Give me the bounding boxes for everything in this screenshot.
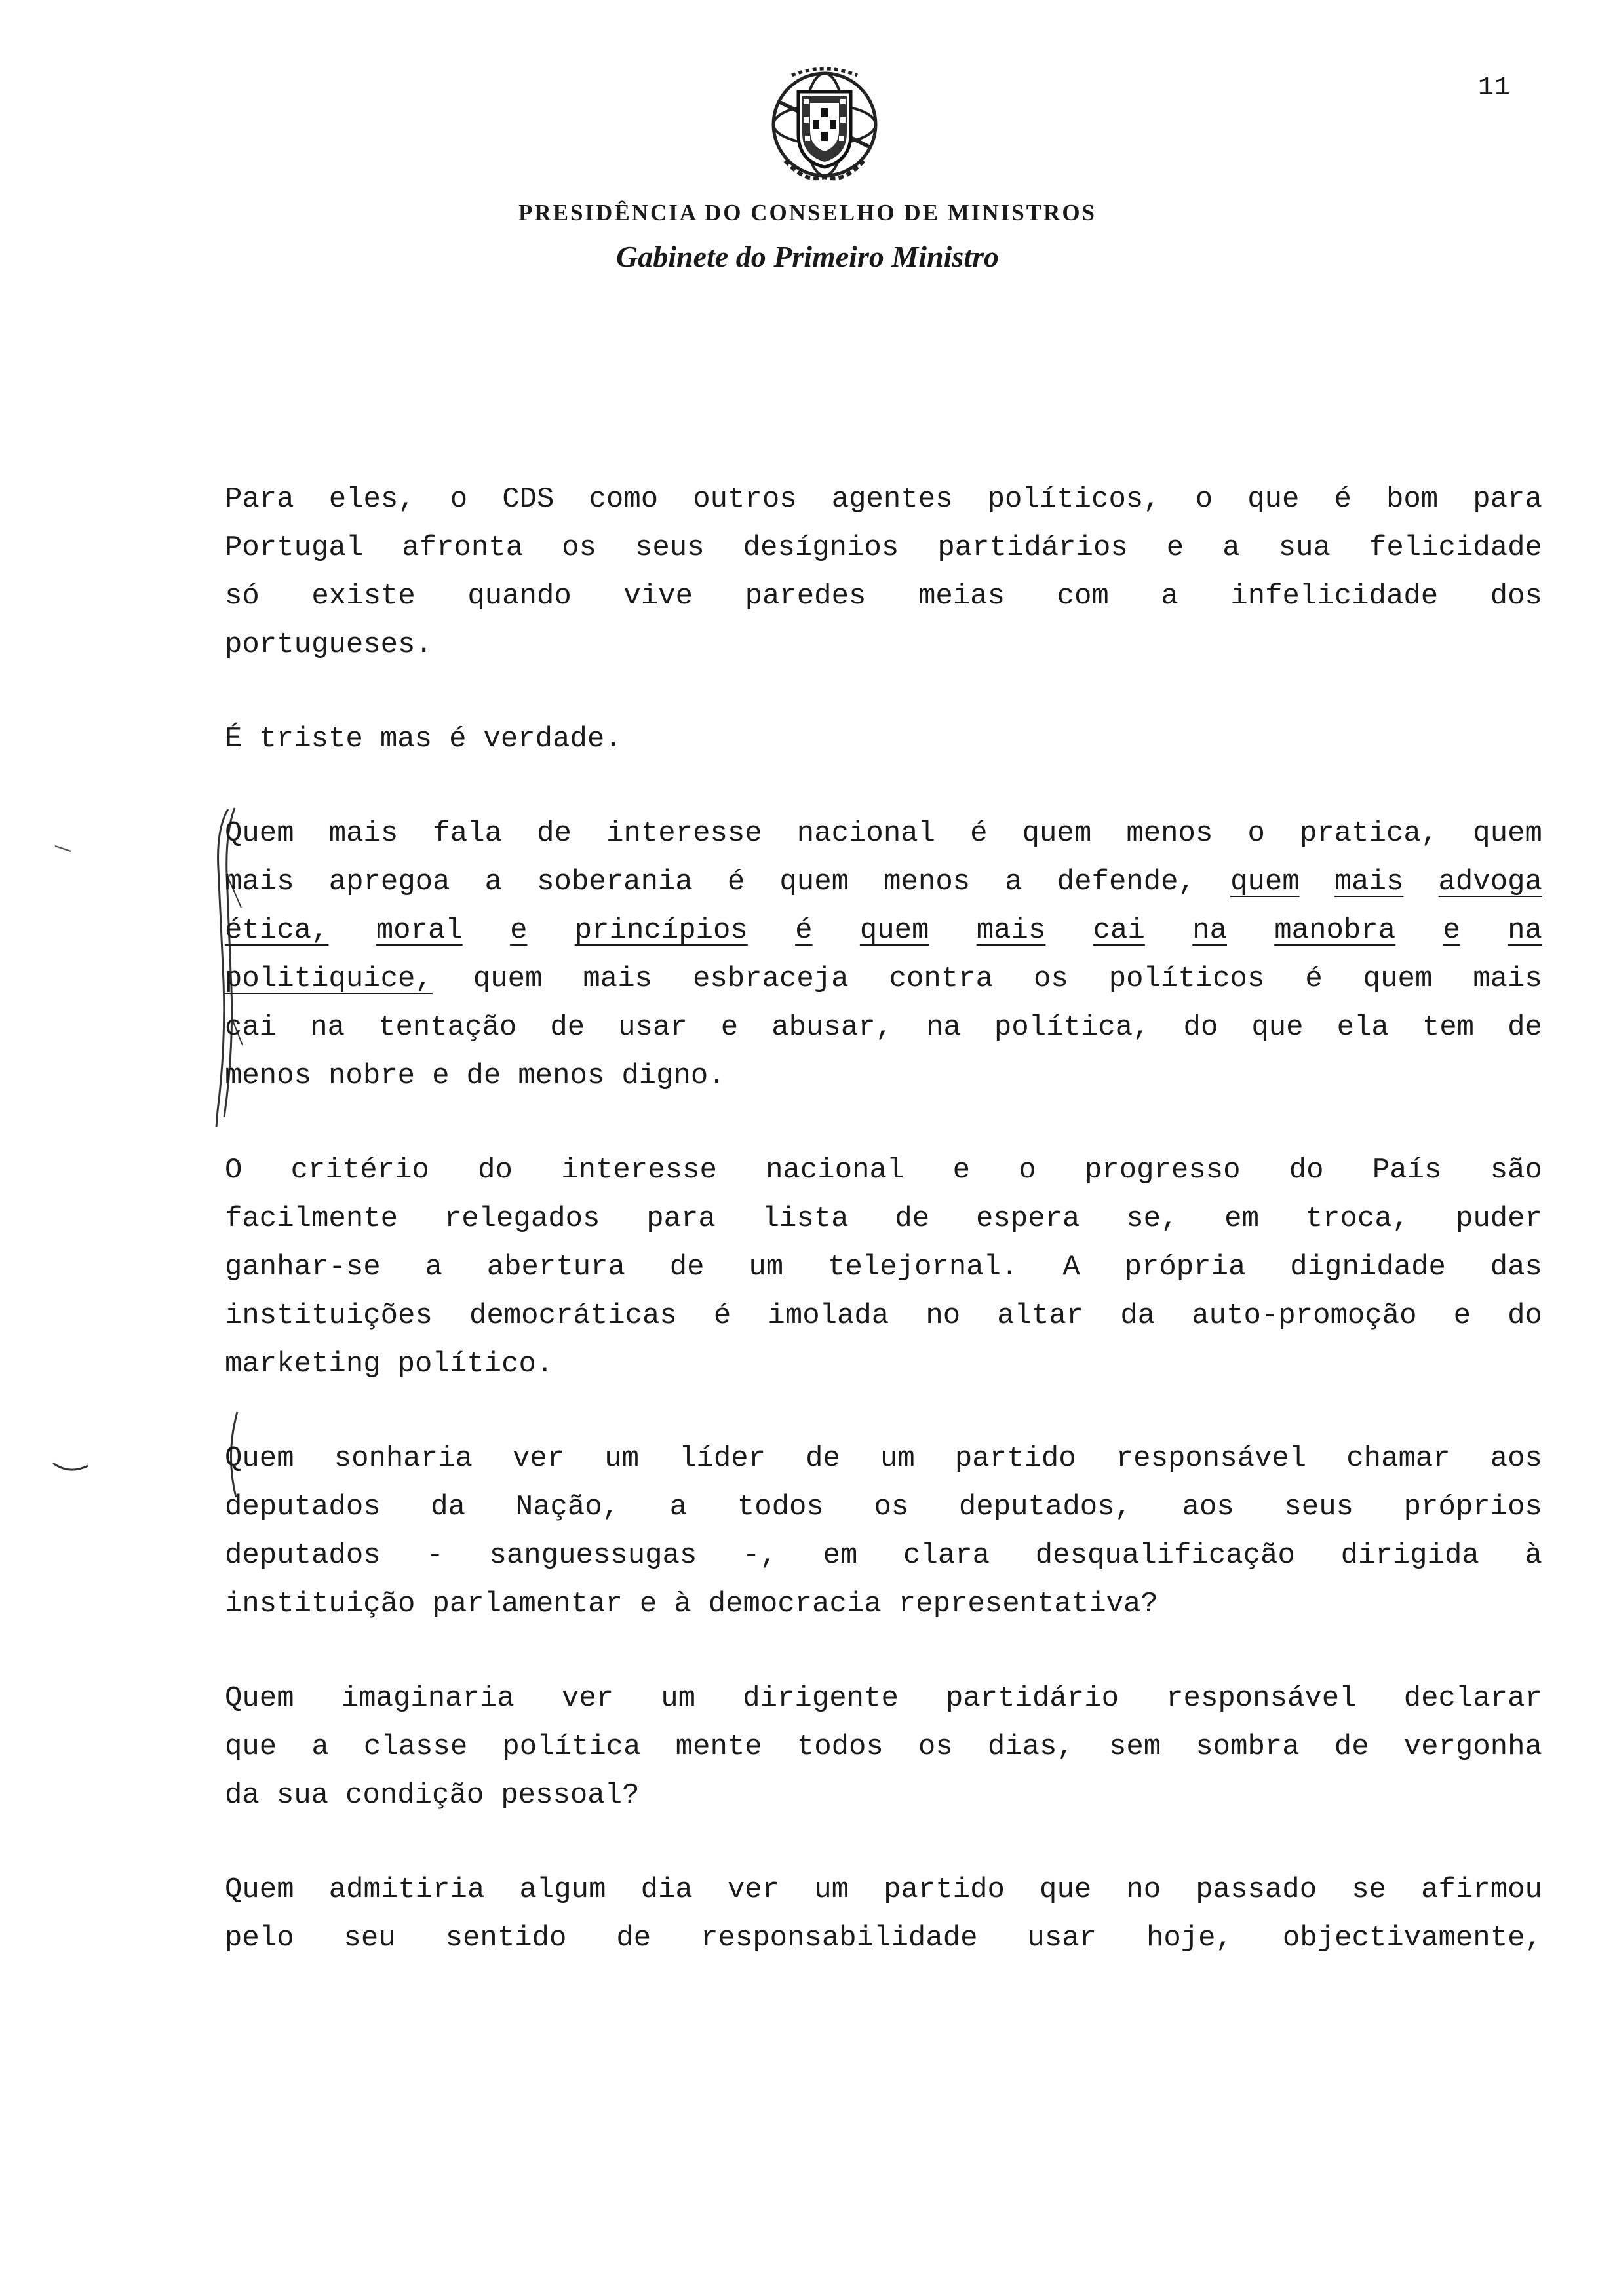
text-line	[225, 1866, 1542, 1914]
text-line	[225, 1771, 1542, 1820]
word: parlamentar	[432, 1588, 623, 1620]
word: representativa?	[898, 1588, 1158, 1620]
word: partido	[954, 1442, 1076, 1475]
word: que	[1040, 1873, 1092, 1906]
word: Quem	[225, 1873, 294, 1906]
word: só	[225, 580, 260, 613]
word: chamar	[1346, 1442, 1450, 1475]
word: tem	[1422, 1011, 1475, 1044]
word: e	[432, 1060, 450, 1092]
word: desígnios	[743, 531, 899, 564]
word: a	[1222, 531, 1240, 564]
word: seu	[343, 1922, 396, 1955]
word: e	[720, 1011, 739, 1044]
word: triste	[259, 723, 363, 756]
word: defende,	[1057, 866, 1196, 898]
word: um	[604, 1442, 640, 1475]
word: quem	[779, 866, 849, 898]
word: algum	[519, 1873, 606, 1906]
word: e	[639, 1588, 657, 1620]
word: de	[1508, 1011, 1542, 1044]
word: usar	[618, 1011, 688, 1044]
word: dos	[1490, 580, 1542, 613]
word: políticos	[1108, 963, 1265, 995]
word: eles,	[328, 483, 416, 516]
word: quem	[859, 914, 929, 947]
word: condição	[345, 1779, 484, 1812]
word: imolada	[768, 1299, 889, 1332]
word: auto-promoção	[1192, 1299, 1417, 1332]
word: digno.	[621, 1060, 726, 1092]
word: troca,	[1305, 1202, 1410, 1235]
word: quem	[1230, 866, 1300, 898]
word: pessoal?	[501, 1779, 640, 1812]
word: contra	[889, 963, 993, 995]
word: -	[426, 1539, 444, 1572]
word: pelo	[225, 1922, 294, 1955]
word: de	[669, 1251, 705, 1284]
word: clara	[903, 1539, 990, 1572]
text-line	[225, 1003, 1542, 1052]
word: hoje,	[1146, 1922, 1233, 1955]
word: declarar	[1403, 1682, 1542, 1715]
word: democracia	[708, 1588, 882, 1620]
word: de	[616, 1922, 652, 1955]
word: da	[431, 1491, 466, 1523]
word: quando	[467, 580, 572, 613]
word: outros	[693, 483, 797, 516]
word: classe	[363, 1731, 468, 1763]
word: altar	[997, 1299, 1084, 1332]
word: um	[661, 1682, 696, 1715]
word: a	[1161, 580, 1178, 613]
word: que	[1251, 1011, 1304, 1044]
word: desqualificação	[1035, 1539, 1295, 1572]
word: a	[669, 1491, 688, 1523]
text-line	[225, 621, 1542, 669]
word: um	[814, 1873, 849, 1906]
margin-tick-mark	[52, 842, 79, 855]
word: os	[918, 1731, 953, 1763]
word: manobra	[1274, 914, 1396, 947]
word: responsável	[1166, 1682, 1357, 1715]
word: sua	[1278, 531, 1331, 564]
word: que	[1247, 483, 1300, 516]
word: aos	[1490, 1442, 1542, 1475]
word: critério	[290, 1154, 429, 1187]
word: a	[484, 866, 503, 898]
word: na	[926, 1011, 961, 1044]
word: puder	[1455, 1202, 1542, 1235]
word: ver	[512, 1442, 565, 1475]
word: vive	[623, 580, 693, 613]
word: princípios	[574, 914, 748, 947]
word: à	[674, 1588, 691, 1620]
word: na	[310, 1011, 345, 1044]
word: instituições	[225, 1299, 433, 1332]
word: advoga	[1438, 866, 1542, 898]
word: o	[1195, 483, 1213, 516]
paragraph	[225, 715, 1542, 763]
word: política,	[994, 1011, 1150, 1044]
word: políticos,	[987, 483, 1161, 516]
word: agentes	[831, 483, 953, 516]
word: dia	[640, 1873, 693, 1906]
word: menos	[518, 1060, 605, 1092]
word: País	[1372, 1154, 1442, 1187]
word: pratica,	[1299, 817, 1439, 850]
text-line	[225, 1531, 1542, 1580]
word: é	[727, 866, 745, 898]
word: Quem	[225, 1442, 294, 1475]
word: menos	[225, 1060, 312, 1092]
word: paredes	[745, 580, 866, 613]
word: responsabilidade	[701, 1922, 978, 1955]
word: ela	[1336, 1011, 1389, 1044]
word: esbraceja	[692, 963, 849, 995]
paragraph	[225, 1674, 1542, 1820]
word: de	[466, 1060, 501, 1092]
word: do	[1183, 1011, 1218, 1044]
word: cai	[225, 1011, 277, 1044]
text-line	[225, 572, 1542, 621]
word: Portugal	[225, 531, 364, 564]
text-line	[225, 1674, 1542, 1723]
margin-curve-mark	[51, 1458, 90, 1478]
word: infelicidade	[1230, 580, 1439, 613]
word: de	[550, 1011, 585, 1044]
word: sua	[276, 1779, 329, 1812]
word: um	[749, 1251, 784, 1284]
word: todos	[796, 1731, 884, 1763]
word: afronta	[402, 531, 524, 564]
word: sombra	[1196, 1731, 1300, 1763]
word: progresso	[1084, 1154, 1241, 1187]
organization-name: PRESIDÊNCIA DO CONSELHO DE MINISTROS	[518, 200, 1097, 225]
word: mais	[1473, 963, 1542, 995]
word: partido	[884, 1873, 1005, 1906]
word: mais	[225, 866, 294, 898]
word: abusar,	[771, 1011, 893, 1044]
page-number: 11	[1478, 73, 1511, 103]
word: seus	[634, 531, 705, 564]
word: nobre	[328, 1060, 416, 1092]
word: É	[225, 723, 243, 756]
document-body	[225, 475, 1542, 2008]
word: mais	[1334, 866, 1404, 898]
word: de	[537, 817, 572, 850]
word: soberania	[537, 866, 693, 898]
word: nacional	[766, 1154, 905, 1187]
word: da	[1120, 1299, 1156, 1332]
word: é	[1334, 483, 1352, 516]
word: Para	[225, 483, 294, 516]
word: político.	[397, 1348, 554, 1381]
word: fala	[433, 817, 503, 850]
paragraph	[225, 475, 1542, 669]
word: do	[1289, 1154, 1324, 1187]
word: a	[311, 1731, 329, 1763]
word: apregoa	[328, 866, 450, 898]
word: mais	[976, 914, 1046, 947]
word: o	[450, 483, 468, 516]
text-line	[225, 955, 1542, 1003]
word: ver	[561, 1682, 614, 1715]
text-line	[225, 1580, 1542, 1628]
word: em	[823, 1539, 858, 1572]
word: é	[795, 914, 813, 947]
word: objectivamente,	[1282, 1922, 1542, 1955]
word: ver	[727, 1873, 780, 1906]
word: imaginaria	[341, 1682, 515, 1715]
word: tentação	[378, 1011, 517, 1044]
word: todos	[737, 1491, 824, 1523]
word: telejornal.	[828, 1251, 1019, 1284]
word: menos	[1126, 817, 1213, 850]
word: mais	[583, 963, 653, 995]
word: moral	[376, 914, 463, 947]
word: Quem	[225, 817, 294, 850]
word: na	[1192, 914, 1227, 947]
word: abertura	[486, 1251, 625, 1284]
word: sonharia	[334, 1442, 473, 1475]
word: sentido	[445, 1922, 567, 1955]
paragraph	[225, 1146, 1542, 1388]
office-name: Gabinete do Primeiro Ministro	[616, 240, 999, 273]
portuguese-coat-of-arms-icon	[766, 62, 884, 187]
word: menos	[884, 866, 971, 898]
word: O	[225, 1154, 243, 1187]
word: instituição	[225, 1588, 416, 1620]
text-line	[225, 1340, 1542, 1388]
word: ética,	[225, 914, 329, 947]
word: que	[225, 1731, 277, 1763]
text-line	[225, 809, 1542, 858]
word: cai	[1093, 914, 1145, 947]
word: próprios	[1403, 1491, 1542, 1523]
word: líder	[679, 1442, 766, 1475]
word: politiquice,	[225, 963, 433, 995]
word: como	[589, 483, 659, 516]
word: quem	[473, 963, 543, 995]
word: dirigente	[743, 1682, 899, 1715]
paragraph	[225, 1434, 1542, 1628]
word: dirigida	[1340, 1539, 1479, 1572]
word: portugueses.	[225, 628, 433, 661]
word: é	[1305, 963, 1323, 995]
word: os	[562, 531, 596, 564]
word: responsável	[1116, 1442, 1307, 1475]
word: e	[952, 1154, 970, 1187]
word: interesse	[561, 1154, 717, 1187]
word: própria	[1124, 1251, 1246, 1284]
word: interesse	[606, 817, 762, 850]
word: afirmou	[1421, 1873, 1542, 1906]
word: e	[1166, 531, 1184, 564]
paragraph	[225, 1866, 1542, 1962]
text-line	[225, 1292, 1542, 1340]
word: o	[1247, 817, 1265, 850]
word: lista	[762, 1202, 849, 1235]
word: admitiria	[328, 1873, 485, 1906]
word: é	[713, 1299, 731, 1332]
word: para	[1473, 483, 1542, 516]
word: quem	[1473, 817, 1542, 850]
word: Quem	[225, 1682, 294, 1715]
word: e	[510, 914, 528, 947]
paragraph	[225, 809, 1542, 1100]
word: à	[1525, 1539, 1542, 1572]
text-line	[225, 475, 1542, 524]
word: felicidade	[1369, 531, 1542, 564]
word: deputados	[225, 1539, 381, 1572]
word: Nação,	[515, 1491, 620, 1523]
word: no	[925, 1299, 961, 1332]
word: os	[1033, 963, 1068, 995]
text-line	[225, 1723, 1542, 1771]
word: é	[970, 817, 988, 850]
text-line	[225, 1052, 1542, 1100]
word: democráticas	[469, 1299, 677, 1332]
word: ganhar-se	[225, 1251, 381, 1284]
word: bom	[1386, 483, 1439, 516]
word: CDS	[502, 483, 555, 516]
word: de	[1334, 1731, 1369, 1763]
word: sanguessugas	[489, 1539, 697, 1572]
word: deputados,	[958, 1491, 1132, 1523]
word: quem	[1363, 963, 1433, 995]
word: dias,	[987, 1731, 1074, 1763]
word: um	[880, 1442, 915, 1475]
word: relegados	[444, 1202, 600, 1235]
word: se,	[1126, 1202, 1178, 1235]
word: a	[1005, 866, 1022, 898]
word: e	[1453, 1299, 1471, 1332]
text-line	[225, 858, 1542, 906]
word: da	[225, 1779, 260, 1812]
text-line	[225, 715, 1542, 763]
word: marketing	[225, 1348, 381, 1381]
word: do	[1508, 1299, 1542, 1332]
word: na	[1508, 914, 1542, 947]
word: seus	[1284, 1491, 1354, 1523]
text-line	[225, 1146, 1542, 1195]
word: com	[1057, 580, 1109, 613]
word: política	[502, 1731, 641, 1763]
word: é	[449, 723, 467, 756]
word: dignidade	[1290, 1251, 1446, 1284]
word: mente	[675, 1731, 762, 1763]
word: verdade.	[483, 723, 622, 756]
word: espera	[975, 1202, 1080, 1235]
word: partidário	[945, 1682, 1119, 1715]
text-line	[225, 1434, 1542, 1483]
word: de	[806, 1442, 840, 1475]
word: os	[874, 1491, 909, 1523]
word: passado	[1196, 1873, 1317, 1906]
word: mais	[328, 817, 399, 850]
word: o	[1019, 1154, 1036, 1187]
word: mas	[379, 723, 433, 756]
word: sem	[1108, 1731, 1161, 1763]
word: em	[1224, 1202, 1259, 1235]
word: das	[1490, 1251, 1542, 1284]
text-line	[225, 1914, 1542, 1962]
word: a	[425, 1251, 442, 1284]
word: e	[1443, 914, 1460, 947]
word: aos	[1182, 1491, 1234, 1523]
word: para	[646, 1202, 716, 1235]
text-line	[225, 524, 1542, 572]
word: de	[895, 1202, 930, 1235]
word: vergonha	[1403, 1731, 1542, 1763]
word: do	[478, 1154, 513, 1187]
word: A	[1062, 1251, 1080, 1284]
word: -,	[743, 1539, 777, 1572]
word: facilmente	[225, 1202, 399, 1235]
word: se	[1352, 1873, 1387, 1906]
word: são	[1490, 1154, 1542, 1187]
word: existe	[311, 580, 416, 613]
word: quem	[1022, 817, 1092, 850]
text-line	[225, 906, 1542, 955]
word: usar	[1027, 1922, 1097, 1955]
word: no	[1126, 1873, 1161, 1906]
word: nacional	[796, 817, 936, 850]
word: meias	[918, 580, 1005, 613]
word: partidários	[937, 531, 1128, 564]
text-line	[225, 1483, 1542, 1531]
word: deputados	[225, 1491, 381, 1523]
text-line	[225, 1243, 1542, 1292]
text-line	[225, 1195, 1542, 1243]
